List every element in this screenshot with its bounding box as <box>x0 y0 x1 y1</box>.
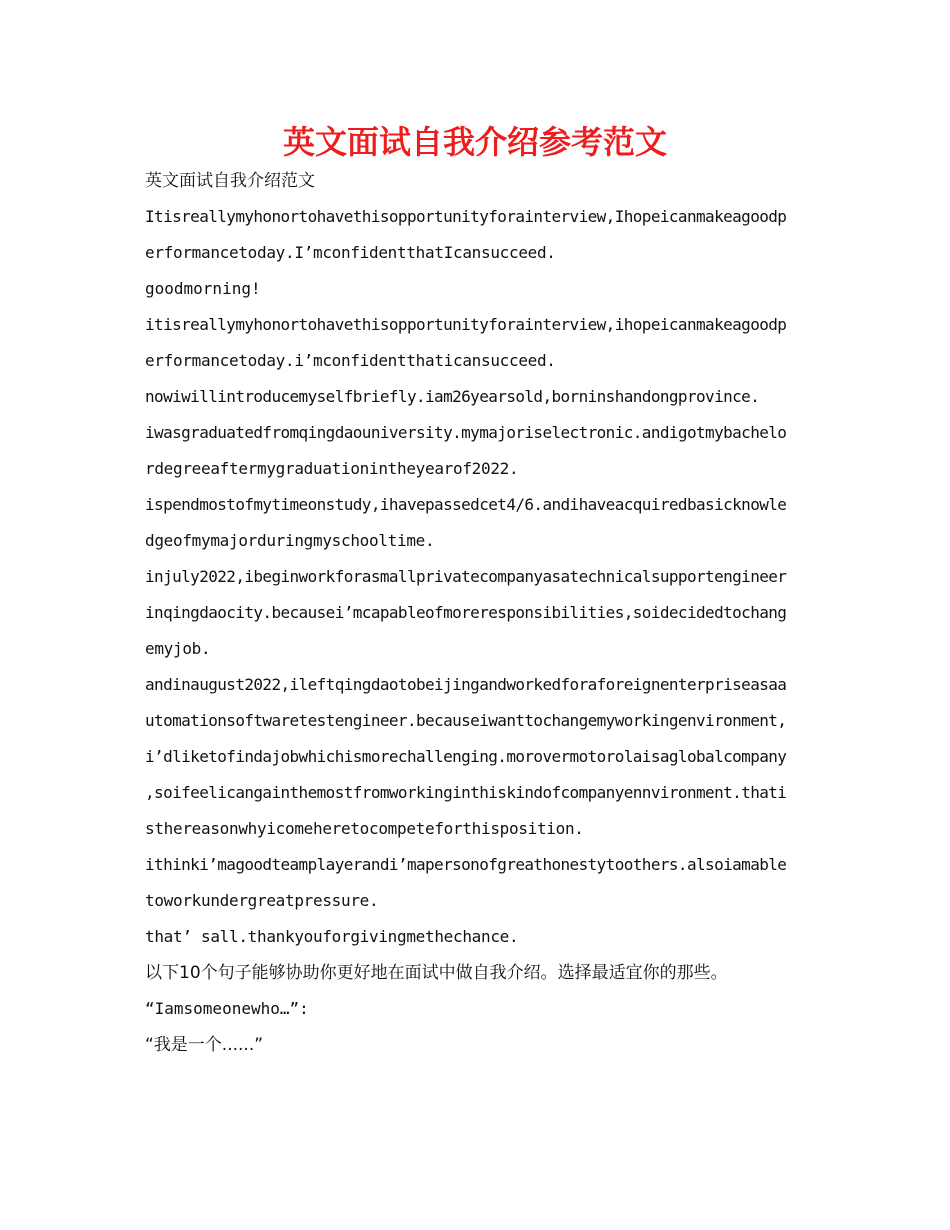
paragraph-line: that’ sall.thankyouforgivingmethechance. <box>145 927 519 946</box>
paragraph-line: emyjob. <box>145 639 211 658</box>
paragraph-line: i’dliketofindajobwhichismorechallenging.morovermotorolaisaglobalcompany <box>145 747 787 766</box>
paragraph-line: toworkundergreatpressure. <box>145 891 379 910</box>
paragraph-line: nowiwillintroducemyselfbriefly.iam26yearsold,borninshandongprovince. <box>145 387 760 406</box>
paragraph-line: utomationsoftwaretestengineer.becauseiwanttochangemyworkingenvironment, <box>145 711 787 730</box>
paragraph-line: dgeofmymajorduringmyschooltime. <box>145 531 435 550</box>
paragraph-line: “Iamsomeonewho…”: <box>145 999 309 1018</box>
paragraph-line: sthereasonwhyicomeheretocompeteforthisposition. <box>145 819 584 838</box>
paragraph-line: injuly2022,ibeginworkforasmallprivatecompanyasatechnicalsupportengineer <box>145 567 787 586</box>
paragraph-line: Itisreallymyhonortohavethisopportunityforainterview,Ihopeicanmakeagoodp <box>145 207 787 226</box>
paragraph-line: andinaugust2022,ileftqingdaotobeijingandworkedforaforeignenterpriseasaa <box>145 675 787 694</box>
document-title: 英文面试自我介绍参考范文 <box>282 123 667 161</box>
paragraph-line: rdegreeaftermygraduationintheyearof2022. <box>145 459 519 478</box>
paragraph-line: erformancetoday.I’mconfidentthatIcansucceed. <box>145 243 556 262</box>
paragraph-line: goodmorning! <box>145 279 261 298</box>
paragraph-line: ,soifeelicangainthemostfromworkinginthiskindofcompanyennvironment.thati <box>145 783 787 802</box>
subtitle-line: 英文面试自我介绍范文 <box>145 171 315 191</box>
paragraph-line: inqingdaocity.becausei’mcapableofmoreresponsibilities,soidecidedtochang <box>145 603 787 622</box>
paragraph-line: 以下10个句子能够协助你更好地在面试中做自我介绍。选择最适宜你的那些。 <box>145 963 728 983</box>
paragraph-line: ithinki’magoodteamplayerandi’mapersonofgreathonestytoothers.alsoiamable <box>145 855 787 874</box>
paragraph-line: iwasgraduatedfromqingdaouniversity.mymajoriselectronic.andigotmybachelo <box>145 423 787 442</box>
paragraph-line: erformancetoday.i’mconfidentthaticansucceed. <box>145 351 556 370</box>
paragraph-line: itisreallymyhonortohavethisopportunityforainterview,ihopeicanmakeagoodp <box>145 315 787 334</box>
paragraph-line: ispendmostofmytimeonstudy,ihavepassedcet4/6.andihaveacquiredbasicknowle <box>145 495 787 514</box>
document-body <box>145 163 810 1063</box>
paragraph-line: “我是一个......” <box>145 1035 264 1055</box>
